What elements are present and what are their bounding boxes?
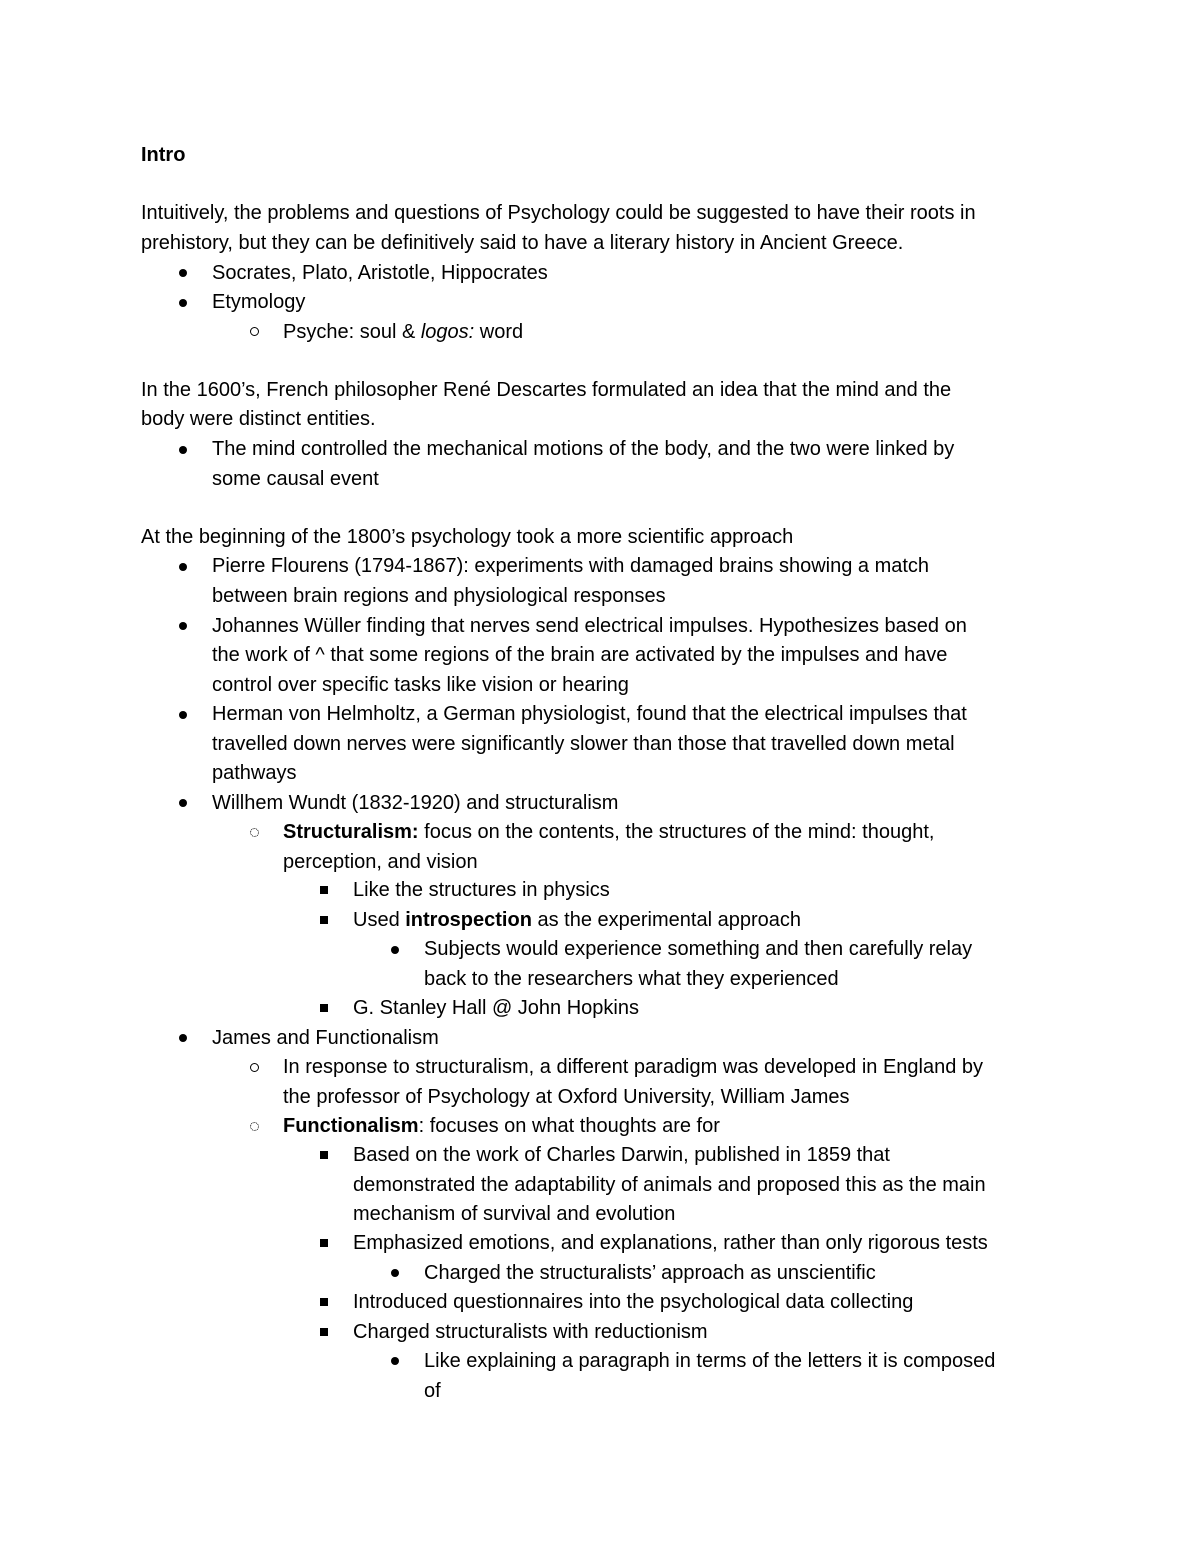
bullet-circle-icon: [250, 327, 259, 336]
list-item: [283, 319, 523, 345]
list-item-continuation: pathways: [212, 762, 297, 784]
list-item: Like explaining a paragraph in terms of the letters it is composed: [424, 1350, 996, 1372]
bullet-disc-icon: [391, 1269, 399, 1277]
bullet-square-icon: [320, 1239, 328, 1247]
bullet-dotted-circle-icon: [250, 1122, 259, 1131]
list-item-italic: logos:: [420, 321, 475, 343]
list-item: Socrates, Plato, Aristotle, Hippocrates: [212, 262, 548, 284]
bullet-square-icon: [320, 1328, 328, 1336]
list-item-text: focus on the contents, the structures of the mind: thought,: [418, 821, 935, 843]
term-bold: introspection: [405, 909, 532, 931]
list-item: Charged the structuralists’ approach as unscientific: [424, 1262, 876, 1284]
list-item-continuation: the work of ^ that some regions of the brain are activated by the impulses and have: [212, 644, 948, 666]
list-item-text: : focuses on what thoughts are for: [418, 1115, 720, 1137]
bullet-square-icon: [320, 1004, 328, 1012]
list-item-text: as the experimental approach: [531, 909, 801, 931]
list-item: Willhem Wundt (1832-1920) and structuralism: [212, 792, 619, 814]
list-item-continuation: back to the researchers what they experienced: [424, 968, 839, 990]
term-bold: Structuralism:: [283, 821, 419, 843]
section-heading: Intro: [141, 144, 186, 166]
list-item: Etymology: [212, 291, 306, 313]
bullet-disc-icon: [179, 269, 187, 277]
bullet-disc-icon: [179, 299, 187, 307]
list-item: Like the structures in physics: [353, 879, 610, 901]
list-item: [353, 907, 801, 933]
bullet-square-icon: [320, 1151, 328, 1159]
bullet-square-icon: [320, 886, 328, 894]
paragraph-line: In the 1600’s, French philosopher René Descartes formulated an idea that the mind and the: [141, 379, 952, 401]
bullet-disc-icon: [391, 1357, 399, 1365]
list-item-continuation: control over specific tasks like vision or hearing: [212, 674, 629, 696]
paragraph-line: body were distinct entities.: [141, 408, 376, 430]
bullet-disc-icon: [179, 799, 187, 807]
bullet-disc-icon: [179, 1034, 187, 1042]
list-item: The mind controlled the mechanical motions of the body, and the two were linked by: [212, 438, 955, 460]
list-item-continuation: some causal event: [212, 468, 379, 490]
list-item-continuation: between brain regions and physiological responses: [212, 585, 666, 607]
bullet-circle-icon: [250, 1063, 259, 1072]
list-item: James and Functionalism: [212, 1027, 439, 1049]
list-item: Johannes Wüller finding that nerves send electrical impulses. Hypothesizes based on: [212, 615, 967, 637]
list-item-continuation: travelled down nerves were significantly slower than those that travelled down metal: [212, 733, 955, 755]
list-item-continuation: of: [424, 1380, 441, 1402]
list-item-text: word: [474, 321, 524, 343]
list-item: [283, 1113, 720, 1139]
list-item-continuation: the professor of Psychology at Oxford University, William James: [283, 1086, 850, 1108]
list-item-continuation: perception, and vision: [283, 851, 478, 873]
list-item: Charged structuralists with reductionism: [353, 1321, 708, 1343]
bullet-dotted-circle-icon: [250, 828, 259, 837]
list-item: Based on the work of Charles Darwin, published in 1859 that: [353, 1144, 890, 1166]
bullet-disc-icon: [179, 563, 187, 571]
list-item: [283, 819, 934, 845]
paragraph-line: At the beginning of the 1800’s psychology took a more scientific approach: [141, 526, 794, 548]
bullet-square-icon: [320, 1298, 328, 1306]
list-item: Emphasized emotions, and explanations, rather than only rigorous tests: [353, 1232, 988, 1254]
paragraph-line: Intuitively, the problems and questions of Psychology could be suggested to have their roots in: [141, 202, 976, 224]
bullet-disc-icon: [179, 446, 187, 454]
term-bold: Functionalism: [283, 1115, 419, 1137]
list-item-continuation: demonstrated the adaptability of animals and proposed this as the main: [353, 1174, 986, 1196]
list-item: G. Stanley Hall @ John Hopkins: [353, 997, 639, 1019]
list-item: Pierre Flourens (1794-1867): experiments with damaged brains showing a match: [212, 555, 930, 577]
paragraph-line: prehistory, but they can be definitively said to have a literary history in Ancient Greece.: [141, 232, 904, 254]
bullet-disc-icon: [179, 622, 187, 630]
list-item: In response to structuralism, a different paradigm was developed in England by: [283, 1056, 984, 1078]
list-item: Herman von Helmholtz, a German physiologist, found that the electrical impulses that: [212, 703, 967, 725]
bullet-disc-icon: [179, 711, 187, 719]
list-item-continuation: mechanism of survival and evolution: [353, 1203, 676, 1225]
bullet-square-icon: [320, 916, 328, 924]
list-item-text: Psyche: soul &: [283, 321, 421, 343]
list-item: Introduced questionnaires into the psychological data collecting: [353, 1291, 914, 1313]
bullet-disc-icon: [391, 946, 399, 954]
list-item: Subjects would experience something and then carefully relay: [424, 938, 973, 960]
list-item-text: Used: [353, 909, 406, 931]
